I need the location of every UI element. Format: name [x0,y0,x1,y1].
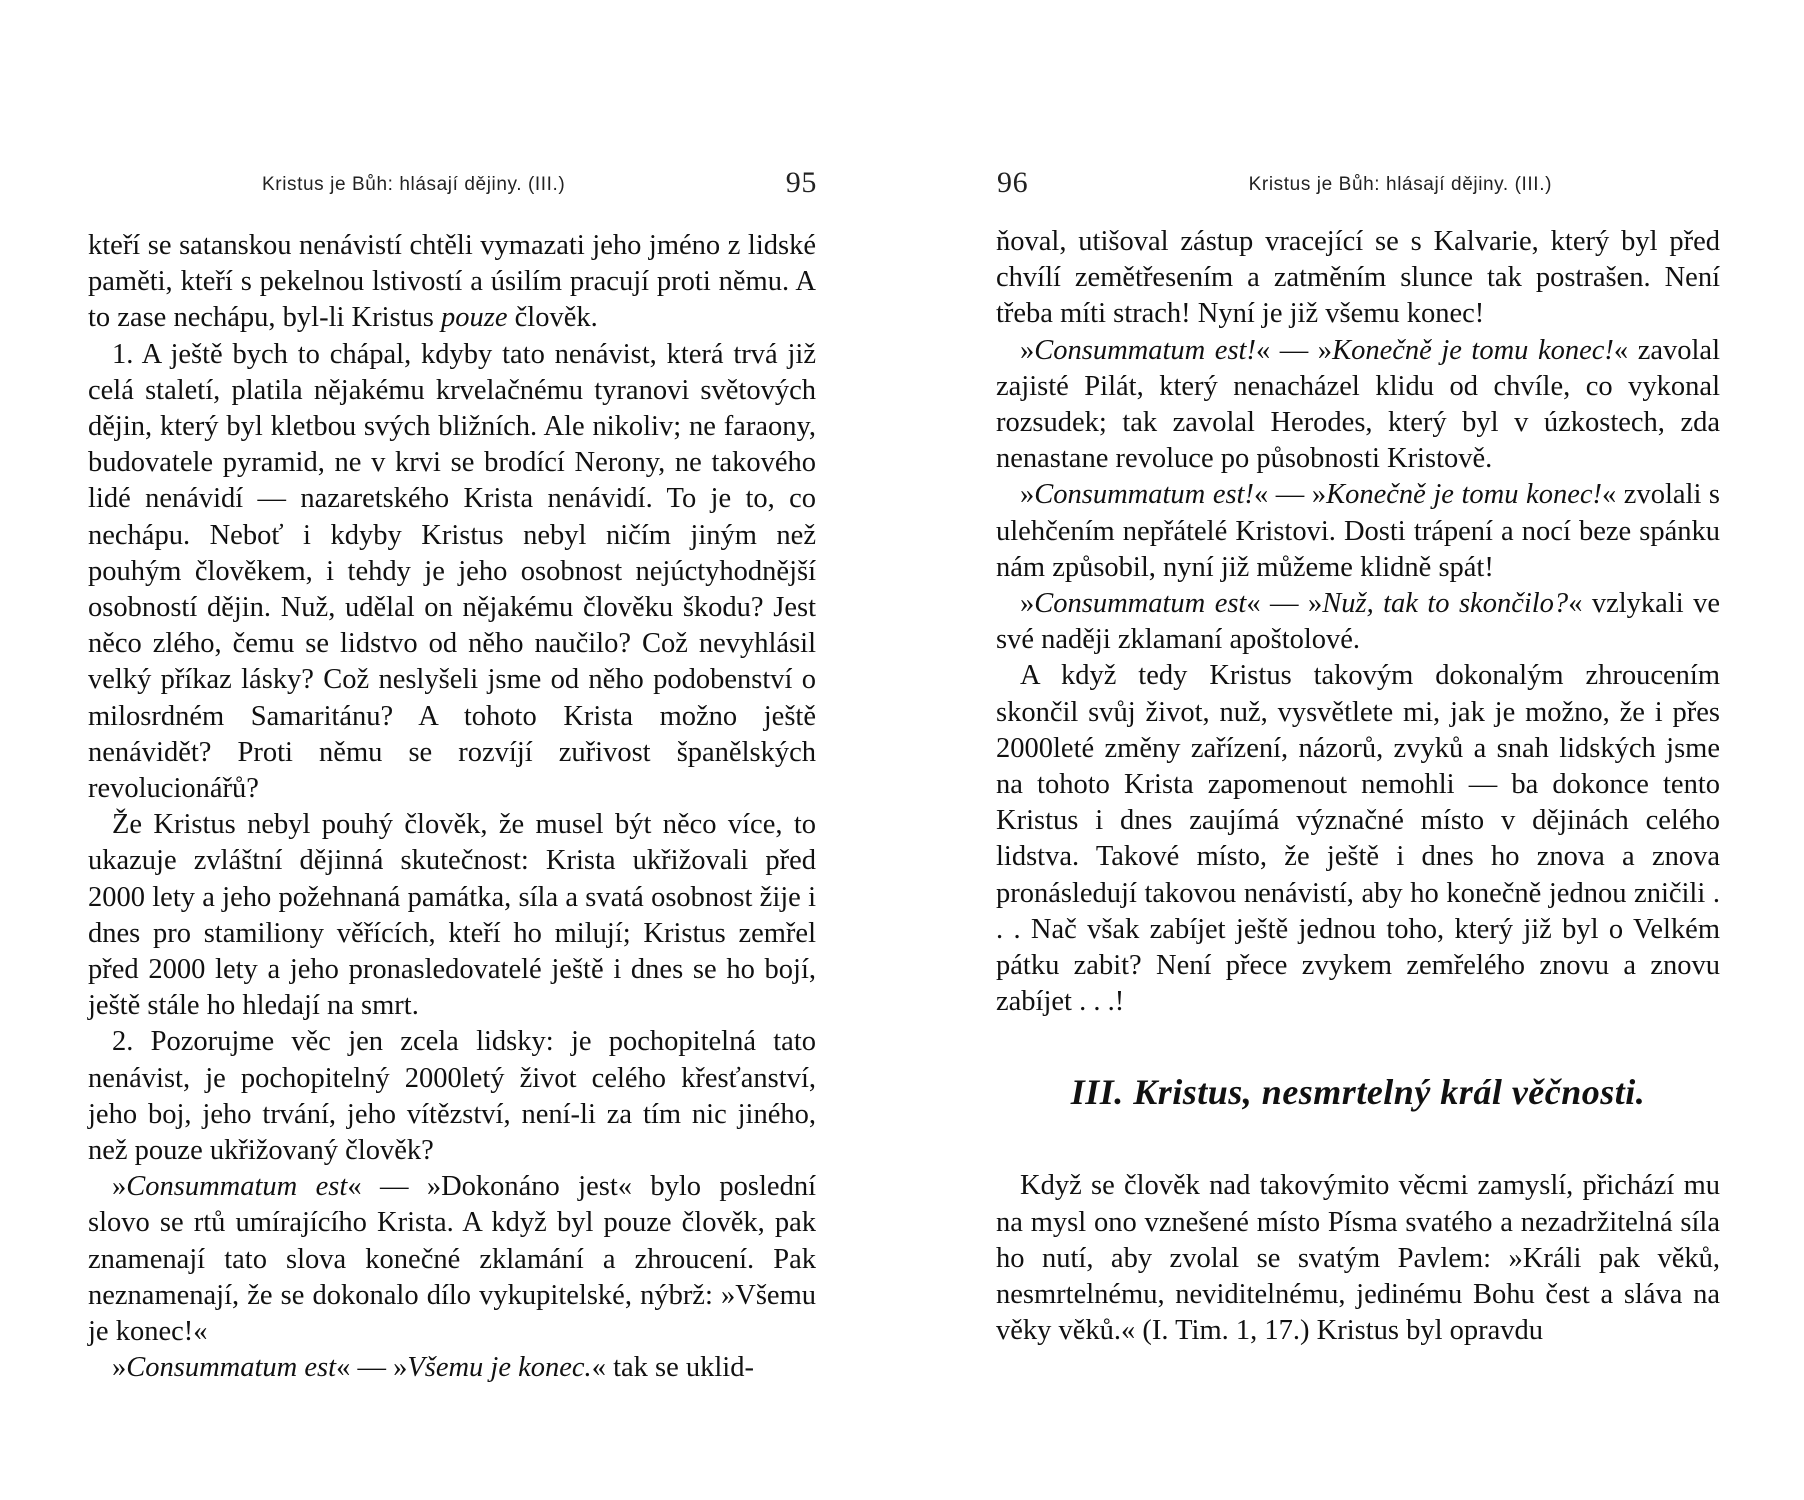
italic-text: Consummatum est! [1034,479,1254,511]
page-body [996,224,1720,1349]
text-run: 2. Pozorujme věc jen zcela lidsky: je pochopitelná tato nenávist, je pochopitelný 2000letý život celého křesťanství, jeho boj, jeho trvání, jeho vítězství, není-li za tím nic jiného, než pouze ukřižovaný člověk? [88,1026,816,1167]
italic-text: pouze [441,302,508,334]
paragraph [996,477,1720,586]
text-run: « vzlykali ve své naději zklamaní apoštolové. [996,588,1720,656]
text-run: « — » [336,1352,408,1384]
text-run: » [1020,588,1035,620]
text-run: A když tedy Kristus takovým dokonalým zhroucením skončil svůj život, nuž, vysvětlete mi, jak je možno, že i přes 2000leté změny zařízení, názorů, zvyků a snah lidských jsme na tohoto Krista zapomenout nemohli — ba dokonce tento Kristus i dnes zaujímá význačné místo v dějinách celého lidstva. Takové místo, že ještě i dnes ho znova a znova pronásledují takovou nenávistí, aby ho konečně jednou zničili . . . Nač však zabíjet ještě jednou toho, který již byl o Velkém pátku zabit? Není přece zvykem zemřelého znovu a znovu zabíjet . . .! [996,660,1720,1018]
text-run: « — »Dokonáno jest« bylo poslední slovo se rtů umírajícího Krista. A když byl pouze člověk, pak znamenají tato slova konečné zklamání a zhroucení. Pak neznamenají, že se dokonalo dílo vykupitelské, nýbrž: »Všemu je konec!« [88,1171,816,1348]
text-run: Že Kristus nebyl pouhý člověk, že musel být něco více, to ukazuje zvláštní dějinná skutečnost: Krista ukřižovali před 2000 lety a jeho požehnaná památka, síla a svatá osobnost žije i dnes pro stamiliony věřících, kteří ho milují; Kristus zemřel před 2000 lety a jeho pronasledovatelé ještě i dnes se ho bojí, ještě stále ho hledají na smrt. [88,809,816,1022]
running-head [997,168,1552,202]
paragraph [996,586,1720,658]
running-head-title: Kristus je Bůh: hlásají dějiny. (III.) [1248,174,1552,195]
text-run: člověk. [507,302,598,334]
text-run: ňoval, utišoval zástup vracející se s Kalvarie, který byl před chvílí zemětřesením a zatměním slunce tak postrašen. Není třeba míti strach! Nyní je již všemu konec! [996,226,1720,330]
italic-text: Konečně je tomu konec! [1332,334,1614,366]
text-run: « — » [1246,588,1323,620]
italic-text: Konečně je tomu konec! [1326,479,1602,511]
text-run: » [1020,334,1035,366]
text-run: « — » [1255,334,1333,366]
italic-text: Consummatum est [126,1352,337,1384]
text-run: « zvolali s ulehčením nepřátelé Kristovi. Dosti trápení a nocí beze spánku nám způsobil, nyní již můžeme klidně spát! [996,479,1721,583]
page-number: 96 [997,166,1029,199]
paragraph [996,1168,1720,1349]
paragraph [996,658,1720,1020]
paragraph [88,228,816,337]
text-run: » [112,1352,127,1384]
text-run: III. Kristus, nesmrtelný král věčnosti. [1070,1072,1646,1113]
italic-text: Consummatum est [1034,588,1247,620]
text-run: « — » [1253,479,1327,511]
text-run: « tak se uklid- [591,1352,754,1384]
paragraph [88,807,816,1024]
page-body [88,228,816,1387]
running-head [262,168,817,202]
italic-text: Consummatum est [126,1171,348,1203]
text-run: kteří se satanskou nenávistí chtěli vymazati jeho jméno z lidské paměti, kteří s pekelnou lstivostí a úsilím pracují proti němu. A to zase nechápu, byl-li Kristus [88,230,816,334]
text-run: « zavolal zajisté Pilát, který nenacházel klidu od chvíle, co vykonal rozsudek; tak zavolal Herodes, který byl v úzkostech, zda nenastane revoluce po působnosti Kristově. [996,334,1721,475]
text-run: » [1020,479,1035,511]
italic-text: Všemu je konec. [407,1352,592,1384]
paragraph [996,224,1720,333]
italic-text: Consummatum est! [1034,334,1256,366]
text-run: 1. A ještě bych to chápal, kdyby tato nenávist, která trvá již celá staletí, platila nějakému krvelačnému tyranovi světových dějin, který byl kletbou svých bližních. Ale nikoliv; ne faraony, budovatele pyramid, ne v krvi se brodící Nerony, ne takového lidé nenávidí — nazaretského Krista nenávidí. To je to, co nechápu. Neboť i kdyby Kristus nebyl ničím jiným než pouhým člověkem, i tehdy je jeho osobnost nejúctyhodnější osobností dějin. Nuž, udělal on nějakému člověku škodu? Jest něco zlého, čemu se lidstvo od něho naučilo? Což nevyhlásil velký příkaz lásky? Což neslyšeli jsme od něho podobenství o milosrdném Samaritánu? A tohoto Krista možno ještě nenávidět? Proti němu se rozvíjí zuřivost španělských revolucionářů? [88,338,816,805]
section-heading [996,1070,1720,1114]
text-run: Když se člověk nad takovýmito věcmi zamyslí, přichází mu na mysl ono vznešené místo Písma svatého a nezadržitelná síla ho nutí, aby zvolal se svatým Pavlem: »Králi pak věků, nesmrtelnému, neviditelnému, jedinému Bohu čest a sláva na věky věků.« (I. Tim. 1, 17.) Kristus byl opravdu [996,1170,1720,1347]
right-page [902,0,1804,1500]
italic-text: Nuž, tak to skončilo? [1322,588,1569,620]
paragraph [88,1024,816,1169]
paragraph [996,333,1720,478]
paragraph [88,1350,816,1386]
text-run: » [112,1171,127,1203]
paragraph [88,1169,816,1350]
page-number: 95 [785,166,817,199]
running-head-title: Kristus je Bůh: hlásají dějiny. (III.) [262,174,566,195]
paragraph [88,337,816,808]
